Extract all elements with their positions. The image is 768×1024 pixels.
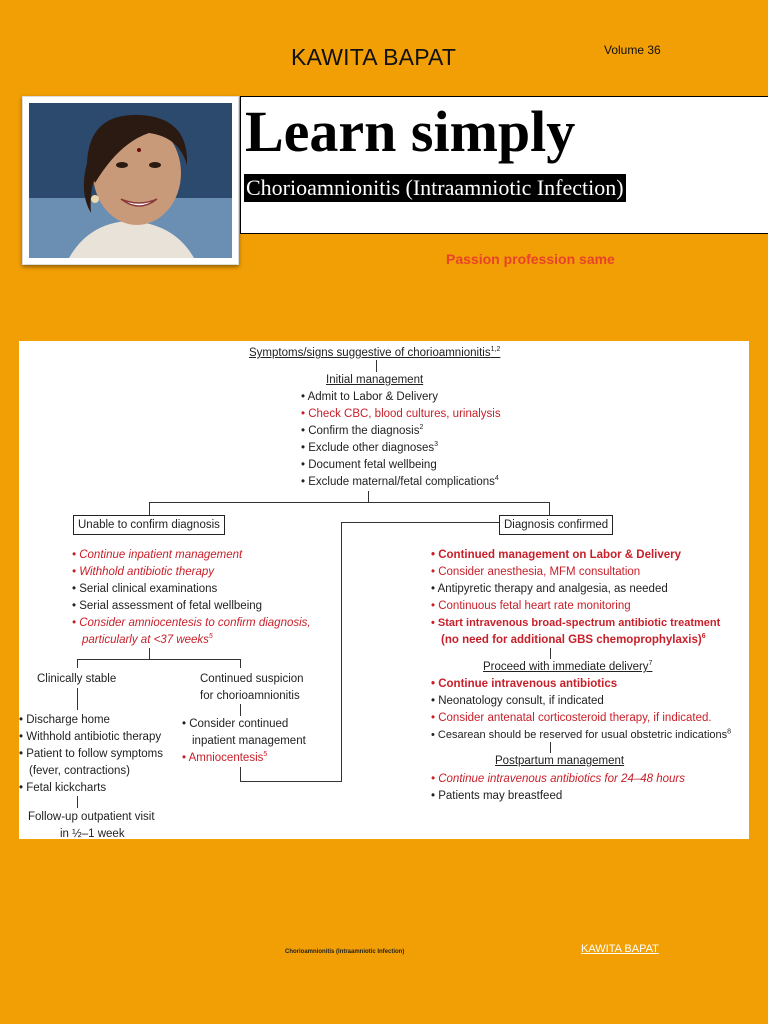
connector	[77, 659, 240, 660]
initial-item: • Exclude maternal/fetal complications$^4$	[301, 475, 499, 488]
stable-item: • Discharge home	[19, 714, 110, 726]
page-title: Learn simply	[245, 99, 576, 164]
delivery-item: • Consider antenatal corticosteroid therapy, if indicated.	[431, 712, 712, 724]
right-item: • Consider anesthesia, MFM consultation	[431, 566, 641, 578]
connector	[77, 659, 78, 668]
flowchart-root: Symptoms/signs suggestive of chorioamnionitis$^{1,2}$	[249, 346, 501, 359]
connector	[240, 767, 241, 781]
initial-item: • Exclude other diagnoses$^3$	[301, 441, 439, 454]
left-item: • Continue inpatient management	[72, 549, 243, 561]
left-item: • Withhold antibiotic therapy	[72, 566, 214, 578]
connector	[550, 648, 551, 659]
initial-item: • Check CBC, blood cultures, urinalysis	[301, 408, 501, 420]
connector	[550, 742, 551, 753]
unable-to-confirm-box: Unable to confirm diagnosis	[73, 515, 225, 535]
connector	[376, 360, 377, 372]
connector	[149, 648, 150, 659]
stable-item: • Fetal kickcharts	[19, 782, 107, 794]
author-name: KAWITA BAPAT	[291, 44, 457, 70]
flowchart	[19, 341, 749, 839]
initial-item: • Document fetal wellbeing	[301, 459, 437, 471]
left-item: • Serial clinical examinations	[72, 583, 218, 595]
diagnosis-confirmed-box: Diagnosis confirmed	[499, 515, 613, 535]
postpartum-item: • Continue intravenous antibiotics for 24–48 hours	[431, 773, 685, 785]
initial-item: • Admit to Labor & Delivery	[301, 391, 438, 403]
volume-label: Volume 36	[604, 43, 661, 57]
title-box	[240, 96, 768, 234]
delivery-item: • Neonatology consult, if indicated	[431, 695, 604, 707]
followup-text: Follow-up outpatient visit	[28, 811, 155, 823]
connector	[341, 522, 342, 782]
footer-author-link[interactable]: KAWITA BAPAT	[581, 943, 659, 955]
connector	[77, 688, 78, 710]
left-item: particularly at <37 weeks$^5$	[82, 633, 213, 646]
delivery-heading: Proceed with immediate delivery$^7$	[483, 660, 653, 673]
initial-heading: Initial management	[326, 374, 424, 386]
suspicion-item: • Consider continued	[182, 718, 289, 730]
postpartum-heading: Postpartum management	[495, 755, 625, 767]
right-item: • Continuous fetal heart rate monitoring	[431, 600, 631, 612]
tagline: Passion profession same	[446, 251, 615, 267]
suspicion-heading: for chorioamnionitis	[200, 690, 300, 702]
author-photo	[22, 96, 239, 265]
connector	[240, 781, 342, 782]
suspicion-heading: Continued suspicion	[200, 673, 304, 685]
left-item: • Consider amniocentesis to confirm diagnosis,	[72, 617, 311, 629]
right-item: • Start intravenous broad-spectrum antibiotic treatment	[431, 617, 721, 629]
connector	[77, 796, 78, 808]
connector	[149, 502, 150, 515]
connector	[240, 704, 241, 716]
stable-item: • Withhold antibiotic therapy	[19, 731, 162, 743]
followup-text: in ½–1 week	[60, 828, 125, 840]
page-subtitle: Chorioamnionitis (Intraamniotic Infection)	[246, 175, 624, 200]
suspicion-item: • Amniocentesis$^5$	[182, 751, 268, 764]
stable-item: (fever, contractions)	[29, 765, 130, 777]
suspicion-item: inpatient management	[192, 735, 306, 747]
footer-title: Chorioamnionitis (Intraamniotic Infection)	[285, 949, 405, 955]
connector	[368, 491, 369, 502]
stable-item: • Patient to follow symptoms	[19, 748, 163, 760]
connector	[240, 659, 241, 668]
connector	[341, 522, 499, 523]
right-item: • Antipyretic therapy and analgesia, as needed	[431, 583, 668, 595]
postpartum-item: • Patients may breastfeed	[431, 790, 563, 802]
right-item: • Continued management on Labor & Delivery	[431, 549, 682, 561]
delivery-item: • Cesarean should be reserved for usual obstetric indications$^8$	[431, 728, 732, 741]
delivery-item: • Continue intravenous antibiotics	[431, 678, 618, 690]
stable-heading: Clinically stable	[37, 673, 117, 685]
initial-item: • Confirm the diagnosis$^2$	[301, 424, 424, 437]
connector	[549, 502, 550, 515]
connector	[149, 502, 550, 503]
right-item: (no need for additional GBS chemoprophylaxis)$^6$	[441, 633, 706, 646]
left-item: • Serial assessment of fetal wellbeing	[72, 600, 263, 612]
